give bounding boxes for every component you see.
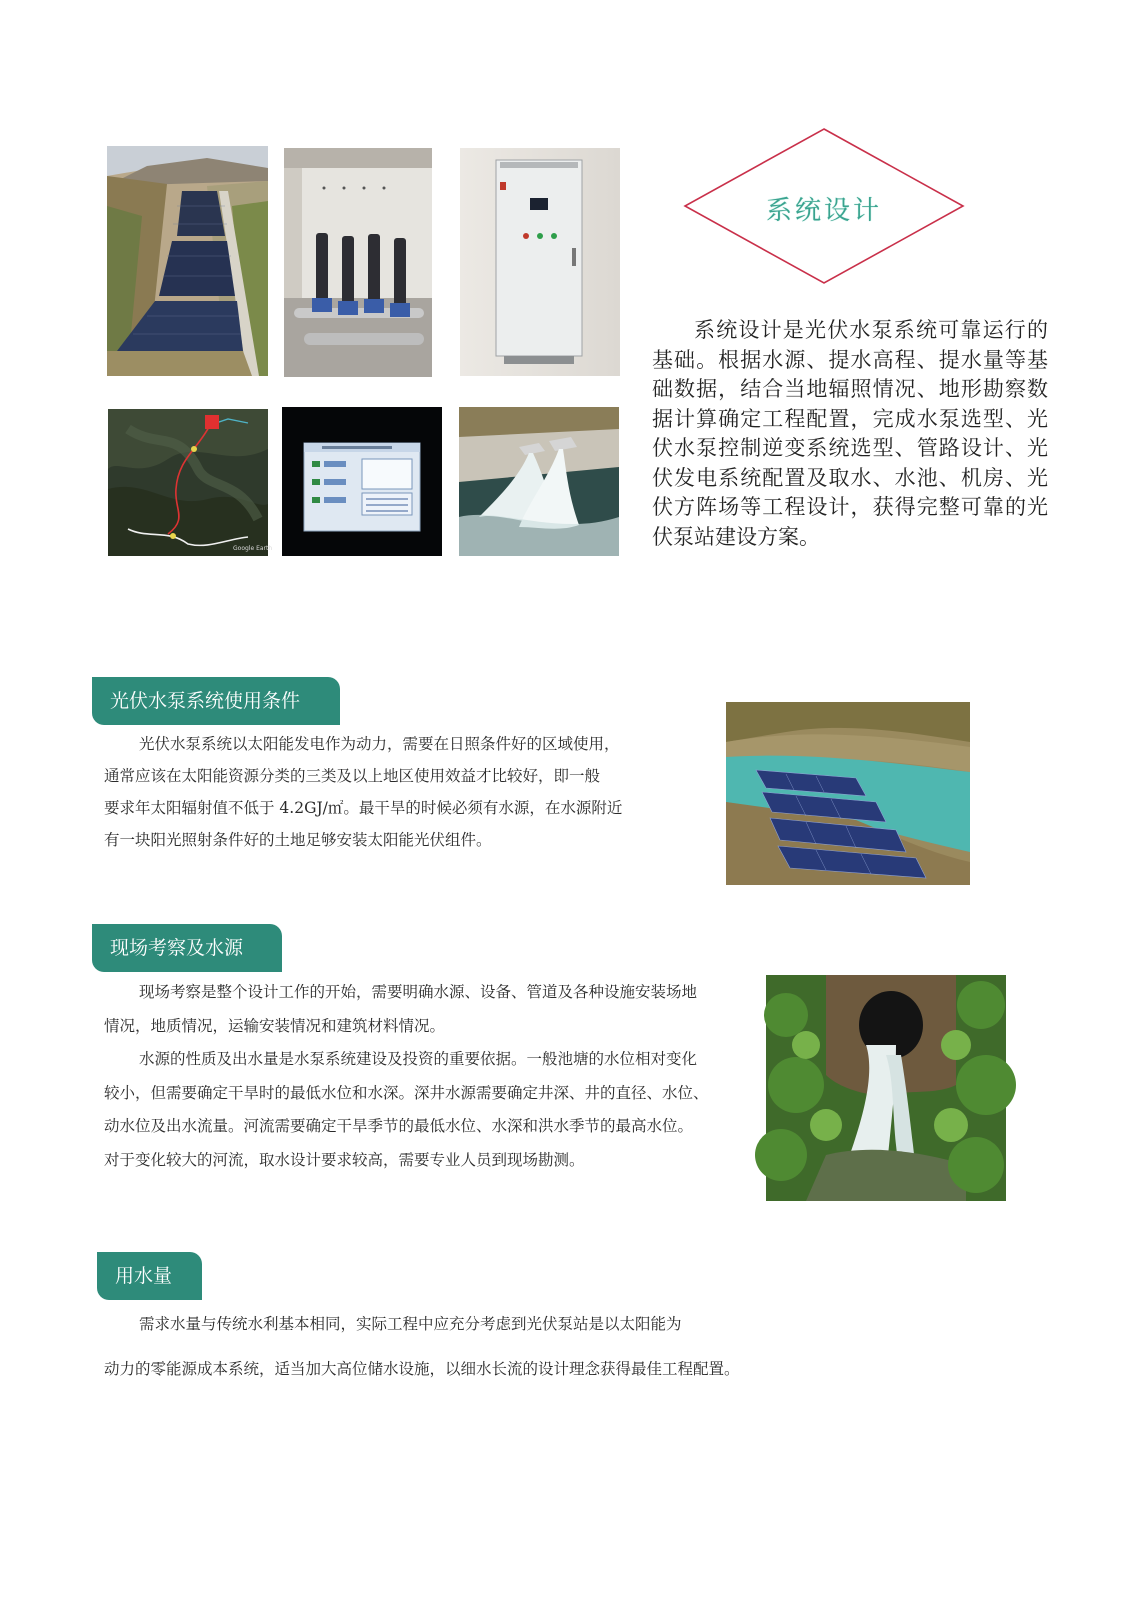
text-line: 动力的零能源成本系统，适当加大高位储水设施，以细水长流的设计理念获得最佳工程配置。 [104,1360,740,1378]
text-line: 需求水量与传统水利基本相同，实际工程中应充分考虑到光伏泵站是以太阳能为 [139,1315,682,1333]
section-heading-water-demand: 用水量 [97,1252,202,1300]
design-intro: 系统设计是光伏水泵系统可靠运行的基础。根据水源、提水高程、提水量等基础数据，结合当地辐照情况、地形勘察数据计算确定工程配置，完成水泵选型、光伏水泵控制逆变系统选型、管路设计、光伏发电系统配置及取水、水池、机房、光伏方阵场等工程设计，获得完整可靠的光伏泵站建设方案。 [652,318,1048,549]
text-line: 通常应该在太阳能资源分类的三类及以上地区使用效益才比较好，即一般 [104,767,601,785]
text-line: 动水位及出水流量。河流需要确定干旱季节的最低水位、水深和洪水季节的最高水位。 [104,1117,694,1135]
design-title: 系统设计 [765,196,882,226]
text-line: 有一块阳光照射条件好的土地足够安装太阳能光伏组件。 [104,831,492,849]
photo-pump-room [284,148,432,377]
text-line: 现场考察是整个设计工作的开始，需要明确水源、设备、管道及各种设施安装场地 [139,983,698,1001]
photo-spring-waterfall [766,975,1006,1201]
map-watermark: Google Earth [233,545,273,552]
text-line: 光伏水泵系统以太阳能发电作为动力，需要在日照条件好的区域使用， [139,735,620,753]
text-line: 对于变化较大的河流，取水设计要求较高，需要专业人员到现场勘测。 [104,1150,585,1169]
photo-monitoring-screen [282,407,442,556]
photo-control-cabinet [460,148,620,376]
photo-satellite-map [108,409,273,556]
text-line: 要求年太阳辐射值不低于 4.2GJ/㎡。最干旱的时候必须有水源，在水源附近 [104,799,623,817]
photo-hillside-solar-farm [107,146,268,376]
text-line: 水源的性质及出水量是水泵系统建设及投资的重要依据。一般池塘的水位相对变化 [139,1050,698,1068]
section-body-site-survey [104,976,754,1177]
section-body-conditions [104,728,674,856]
section-heading-conditions: 光伏水泵系统使用条件 [92,677,340,725]
text-line: 较小，但需要确定干旱时的最低水位和水深。深井水源需要确定井深、井的直径、水位、 [104,1083,709,1102]
section-heading-site-survey: 现场考察及水源 [92,924,282,972]
photo-water-outlet [459,407,619,556]
text-line: 情况，地质情况，运输安装情况和建筑材料情况。 [104,1016,446,1035]
section-body-water-demand [104,1302,824,1392]
photo-reservoir-solar-panels [726,702,970,885]
